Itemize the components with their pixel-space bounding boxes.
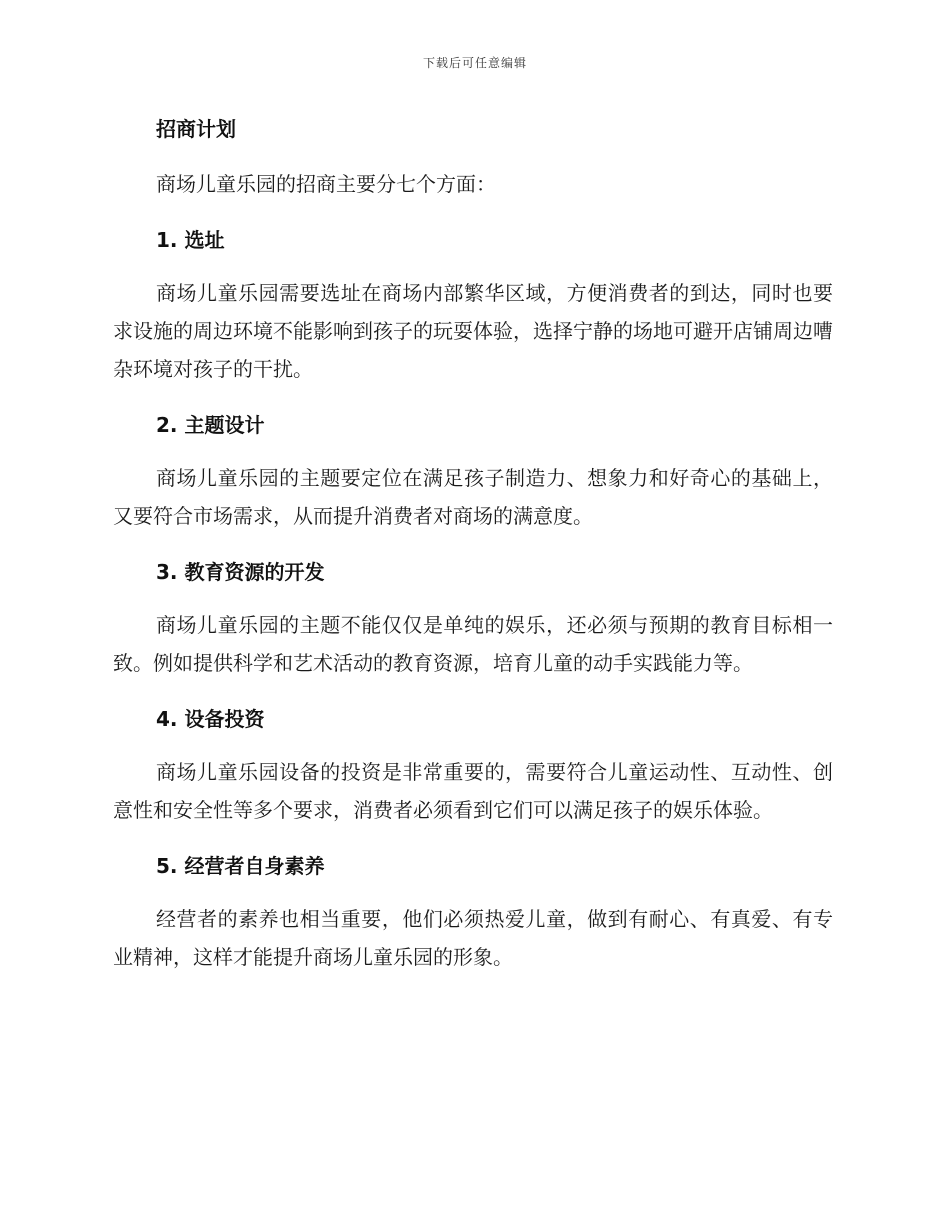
section-heading-education-resources: 3. 教育资源的开发 bbox=[156, 560, 325, 584]
document-body bbox=[113, 112, 833, 976]
section-heading-operator-quality: 5. 经营者自身素养 bbox=[156, 854, 325, 878]
section-heading-theme-design: 2. 主题设计 bbox=[156, 413, 265, 437]
page-header: 下载后可任意编辑 bbox=[422, 56, 527, 70]
section-body-equipment-investment: 商场儿童乐园设备的投资是非常重要的，需要符合儿童运动性、互动性、创意性和安全性等多个要求，消费者必须看到它们可以满足孩子的娱乐体验。 bbox=[113, 760, 833, 822]
section-body-education-resources: 商场儿童乐园的主题不能仅仅是单纯的娱乐，还必须与预期的教育目标相一致。例如提供科学和艺术活动的教育资源，培育儿童的动手实践能力等。 bbox=[113, 613, 833, 675]
section-heading-equipment-investment: 4. 设备投资 bbox=[156, 707, 265, 731]
section-heading-site-selection: 1. 选址 bbox=[156, 228, 225, 252]
section-body-site-selection: 商场儿童乐园需要选址在商场内部繁华区域，方便消费者的到达，同时也要求设施的周边环境不能影响到孩子的玩耍体验，选择宁静的场地可避开店铺周边嘈杂环境对孩子的干扰。 bbox=[113, 281, 833, 381]
section-body-theme-design: 商场儿童乐园的主题要定位在满足孩子制造力、想象力和好奇心的基础上，又要符合市场需求，从而提升消费者对商场的满意度。 bbox=[113, 466, 833, 528]
intro-paragraph: 商场儿童乐园的招商主要分七个方面： bbox=[156, 172, 496, 196]
section-body-operator-quality: 经营者的素养也相当重要，他们必须热爱儿童，做到有耐心、有真爱、有专业精神，这样才能提升商场儿童乐园的形象。 bbox=[113, 907, 833, 969]
document-title: 招商计划 bbox=[156, 117, 236, 141]
